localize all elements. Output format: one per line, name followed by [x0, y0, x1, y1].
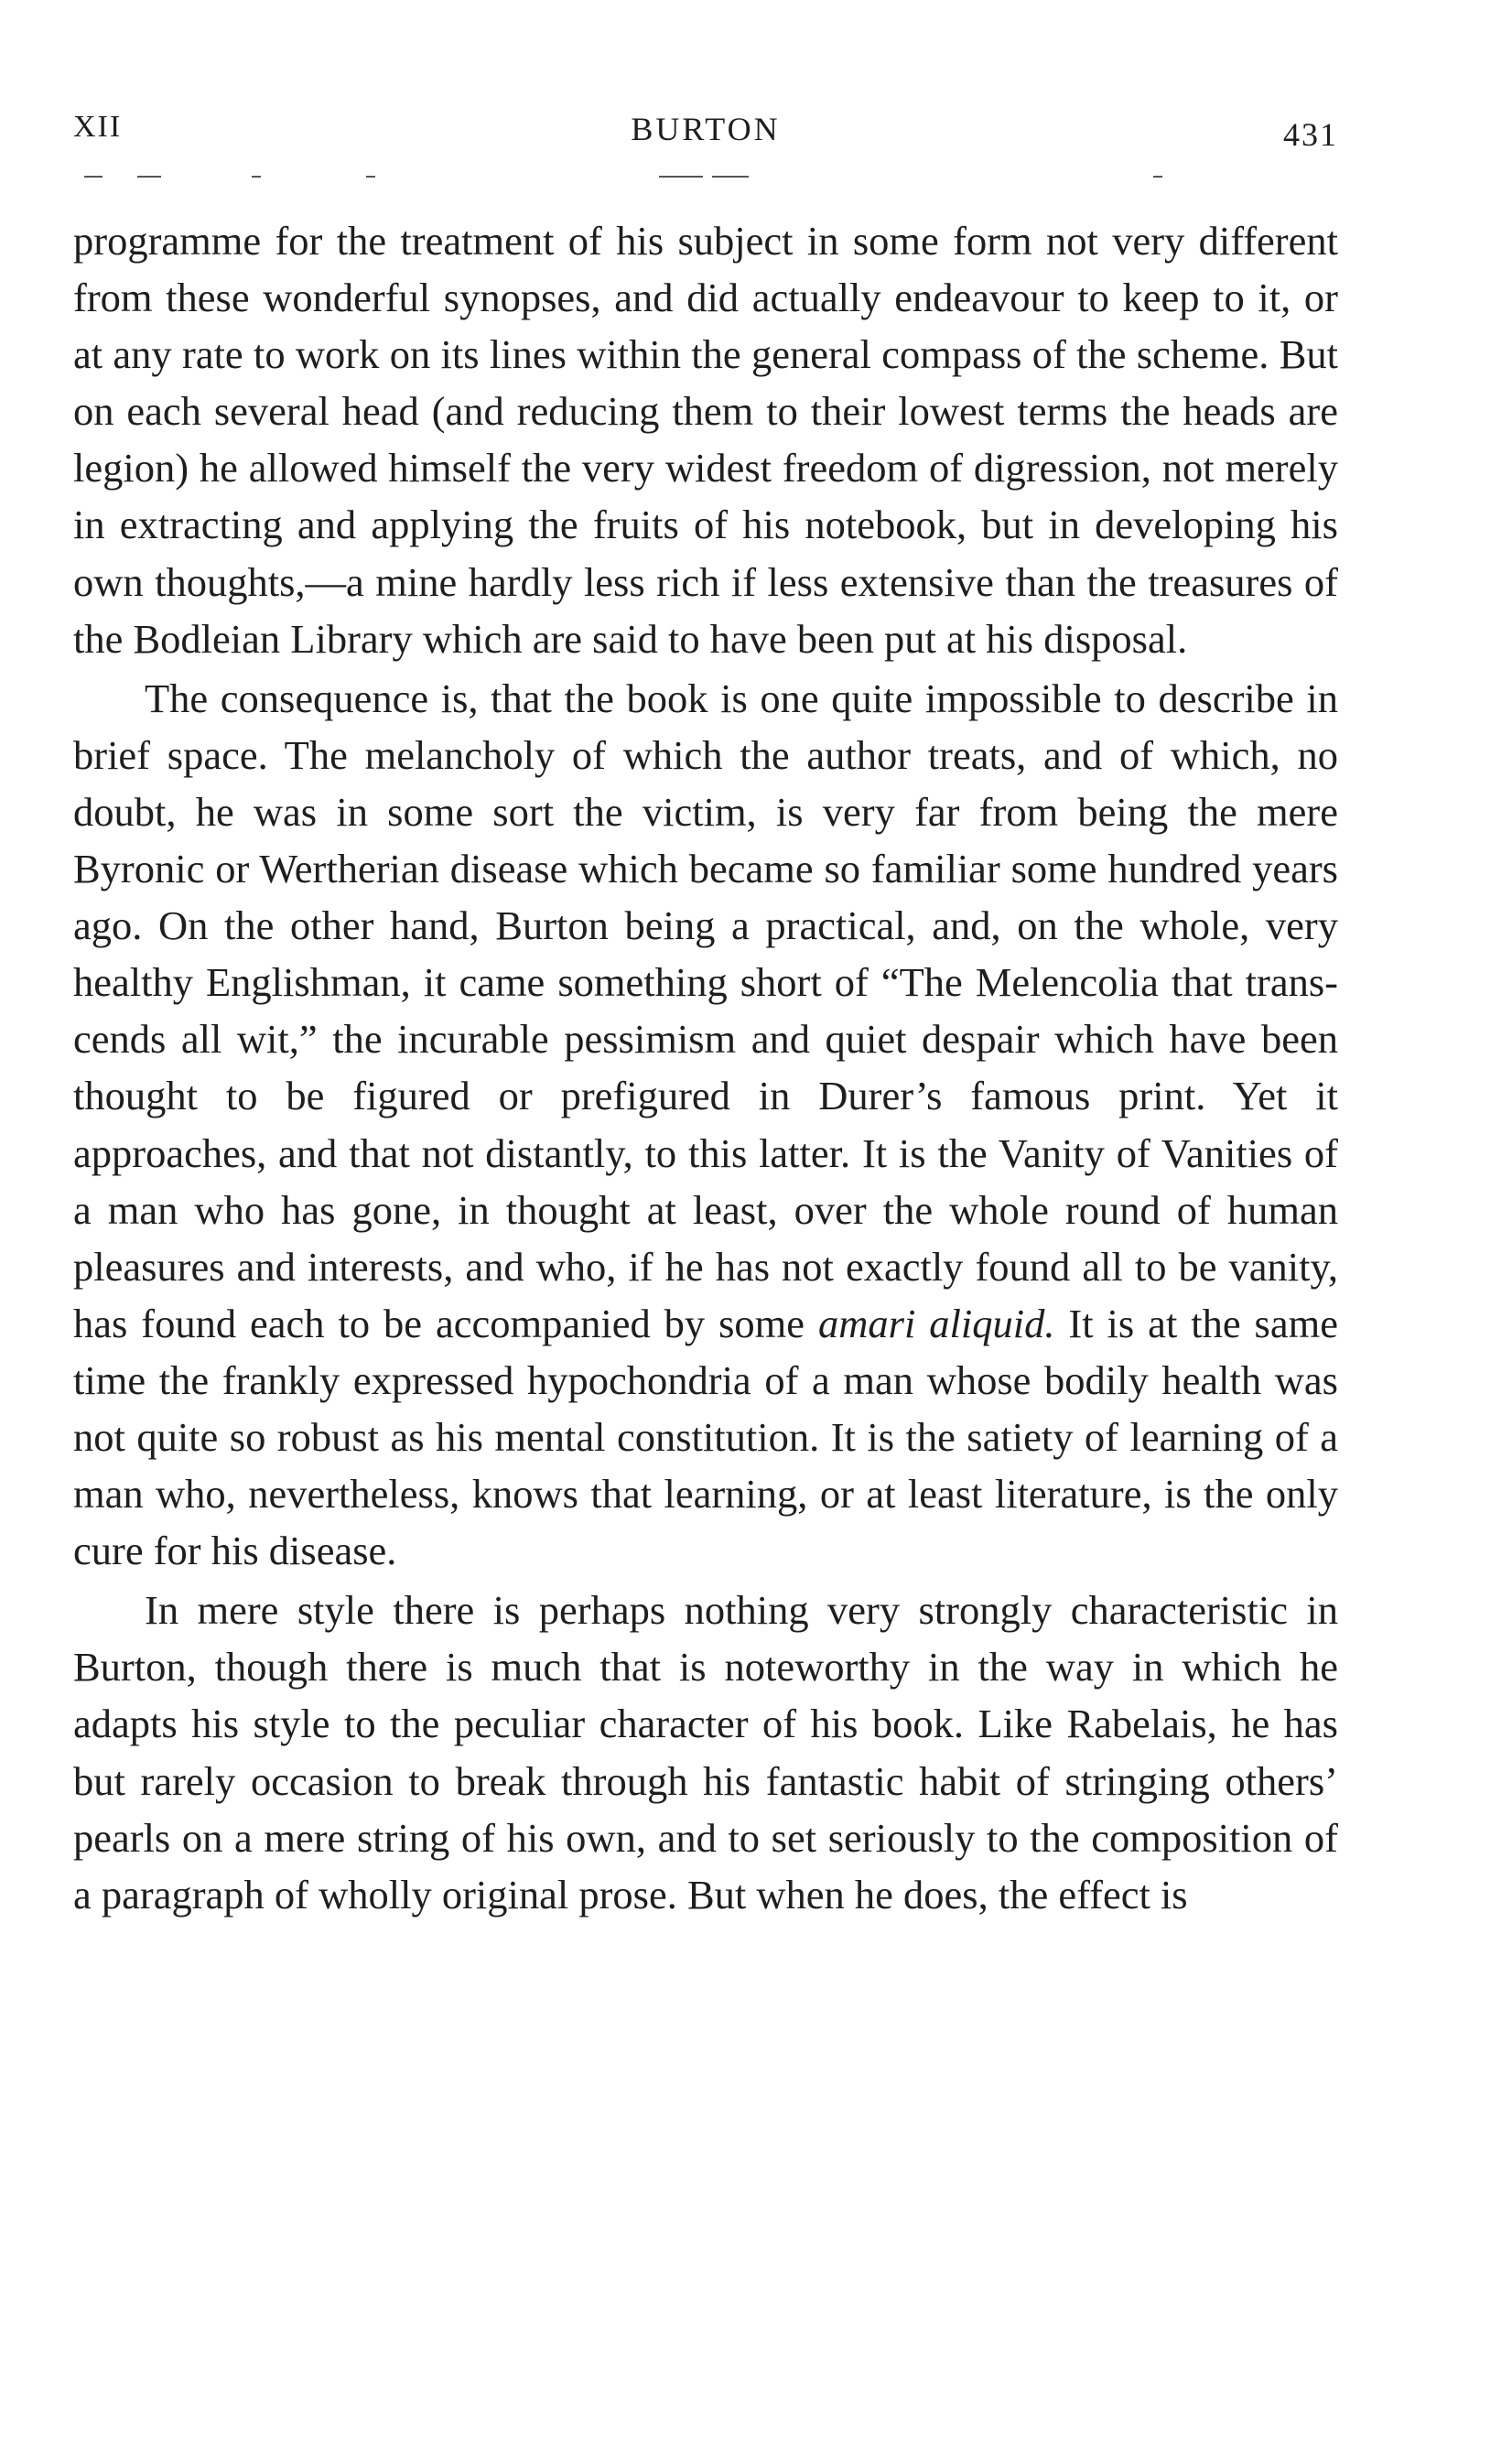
- header-rule: [73, 176, 1338, 179]
- running-title: BURTON: [631, 111, 781, 147]
- rule-mark: [252, 176, 261, 178]
- rule-mark: [84, 176, 103, 178]
- page-number: 431: [1283, 116, 1338, 153]
- rule-mark: [659, 176, 703, 178]
- paragraph-text: programme for the treatment of his subject in some form not very different from these wonderful synopses, and did actually endeavour to keep to it, or at any rate to work on its lines within the general compass of the scheme. But on each several head (and reducing them to their lowest terms the heads are legion) he allowed himself the very widest freedom of digression, not merely in extracting and applying the fruits of his notebook, but in developing his own thoughts,—a mine hardly less rich if less extensive than the treasures of the Bodleian Library which are said to have been put at his disposal.: [73, 218, 1338, 662]
- rule-mark: [137, 176, 161, 178]
- italic-phrase: amari aliquid.: [818, 1300, 1055, 1346]
- paragraph-text: It is at the same time the frankly expressed hypochondria of a man whose bodily health was not quite so robust as his mental constitution. It is the satiety of learning of a man who, nevertheless, knows that learning, or at least literature, is the only cure for his disease.: [73, 1300, 1338, 1574]
- rule-mark: [712, 176, 749, 178]
- rule-mark: [366, 176, 375, 178]
- paragraph: [73, 212, 1338, 667]
- rule-mark: [1153, 176, 1162, 178]
- paragraph: [73, 670, 1338, 1580]
- paragraph-text: In mere style there is perhaps nothing very strongly characteristic in Burton, though there is much that is noteworthy in the way in which he adapts his style to the peculiar character of his book. Like Rabelais, he has but rarely occasion to break through his fantastic habit of stringing others’ pearls on a mere string of his own, and to set seriously to the composition of a paragraph of wholly original prose. But when he does, the effect is: [73, 1587, 1338, 1917]
- chapter-number: XII: [73, 110, 123, 144]
- paragraph: [73, 1582, 1338, 1923]
- body-text: [73, 212, 1338, 1923]
- running-head: [73, 103, 1338, 157]
- paragraph-text: The consequence is, that the book is one quite impossible to describe in brief space. The melancholy of which the author treats, and of which, no doubt, he was in some sort the victim, is very far from being the mere Byronic or Wertherian disease which became so familiar some hundred years ago. On the other hand, Burton being a practical, and, on the whole, very healthy Englishman, it came something short of “The Melencolia that transcends all wit,” the incurable pessimism and quiet despair which have been thought to be figured or prefigured in Durer’s famous print. Yet it approaches, and that not distantly, to this latter. It is the Vanity of Vanities of a man who has gone, in thought at least, over the whole round of human pleasures and interests, and who, if he has not exactly found all to be vanity, has found each to be accompanied by some: [73, 675, 1338, 1346]
